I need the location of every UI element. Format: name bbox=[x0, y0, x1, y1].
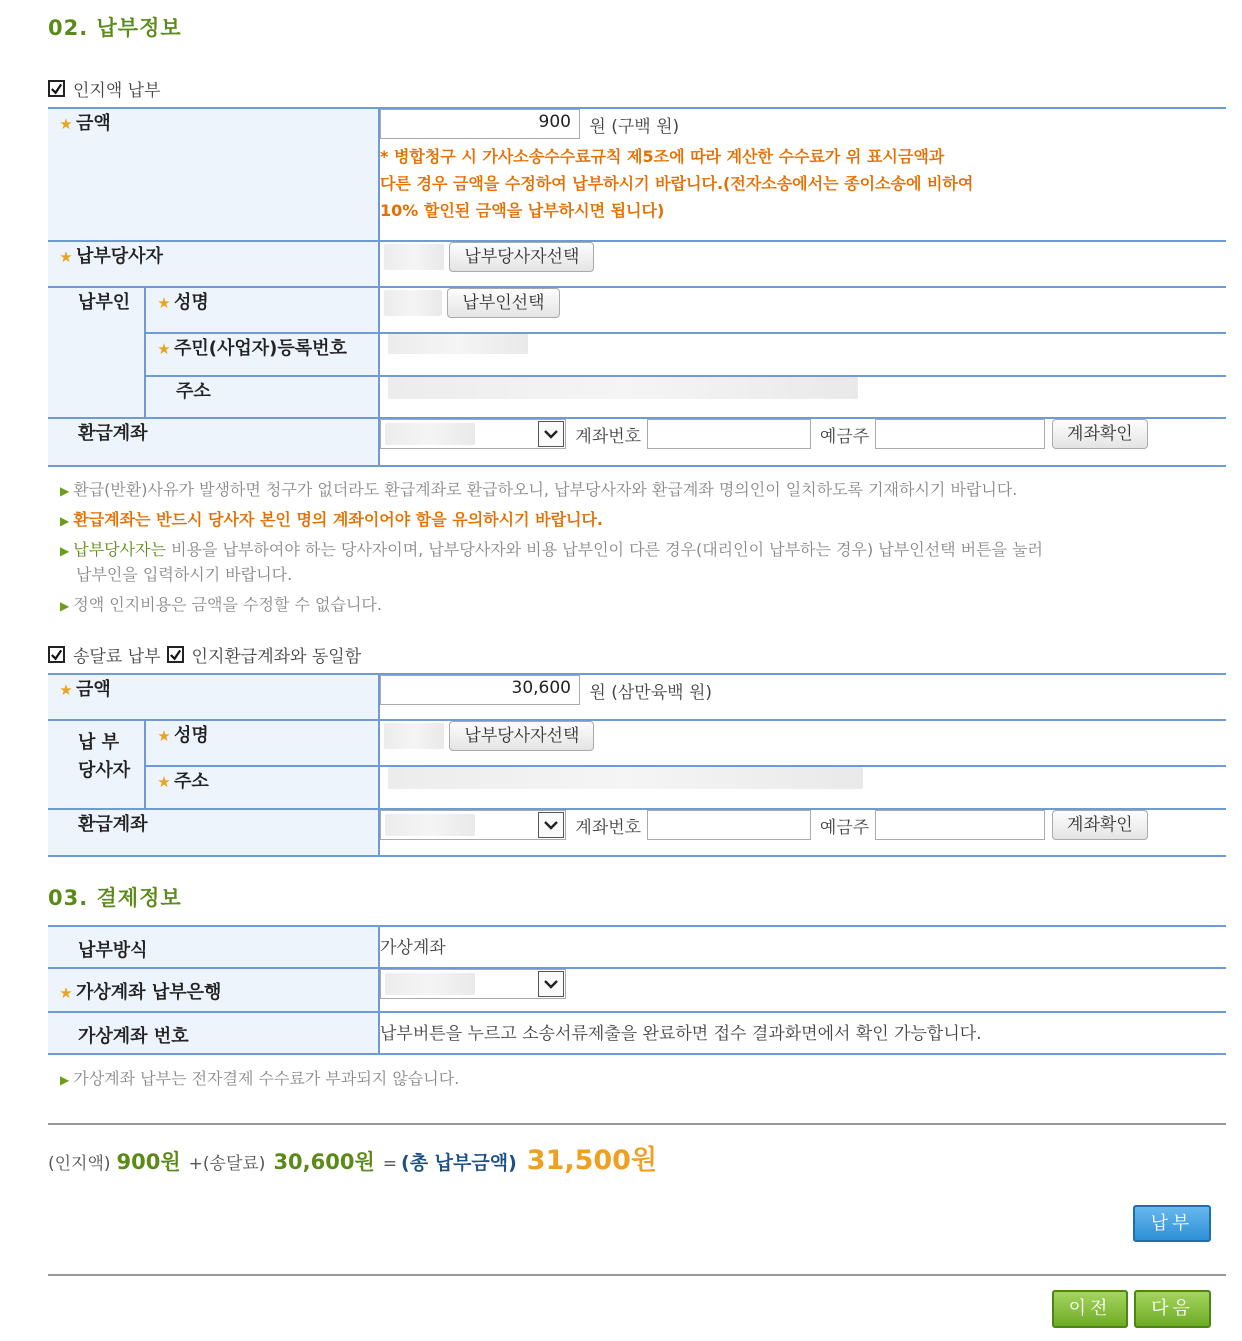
postage-name-label-cell bbox=[145, 720, 379, 766]
stamp-note bbox=[380, 143, 1226, 224]
stamp-regno-redacted bbox=[388, 334, 528, 354]
stamp-payer-label: 납부인 bbox=[78, 292, 131, 313]
stamp-amount-input[interactable]: 900 bbox=[380, 109, 580, 139]
virtual-account-value: 납부버튼을 누르고 소송서류제출을 완료하면 접수 결과화면에서 확인 가능합니다. bbox=[379, 1012, 1226, 1054]
section-title-payment-info: 02. 납부정보 bbox=[48, 16, 182, 40]
postage-depositor-label: 예금주 bbox=[819, 817, 870, 838]
summary-postage-label: (송달료) bbox=[202, 1154, 266, 1174]
stamp-amount-label-cell bbox=[48, 108, 379, 241]
bullet-arrow-icon: ▶ bbox=[60, 599, 70, 613]
postage-depositor-input[interactable] bbox=[875, 810, 1045, 840]
stamp-payer-label-cell bbox=[48, 287, 145, 418]
summary-stamp-label: (인지액) bbox=[48, 1154, 111, 1174]
stamp-regno-row bbox=[48, 333, 1226, 376]
virtual-account-label-cell bbox=[48, 1012, 379, 1054]
postage-amount-row bbox=[48, 674, 1226, 720]
stamp-amount-unit: 원 (구백 원) bbox=[589, 116, 680, 137]
stamp-address-label: 주소 bbox=[176, 381, 211, 402]
stamp-note-line-1: * 병합청구 시 가사소송수수료규칙 제5조에 따라 계산한 수수료가 위 표시금액과 bbox=[380, 147, 945, 166]
stamp-refund-row bbox=[48, 418, 1226, 466]
postage-party-select-button[interactable]: 납부당사자선택 bbox=[449, 721, 594, 751]
stamp-regno-label: 주민(사업자)등록번호 bbox=[174, 338, 347, 359]
postage-address-value-cell bbox=[379, 766, 1226, 809]
virtual-bank-label: 가상계좌 납부은행 bbox=[76, 982, 222, 1003]
stamp-account-confirm-button[interactable]: 계좌확인 bbox=[1052, 419, 1148, 449]
required-star-icon: ★ bbox=[157, 773, 171, 791]
postage-account-no-label: 계좌번호 bbox=[575, 817, 642, 838]
stamp-address-value-cell bbox=[379, 376, 1226, 418]
stamp-address-redacted bbox=[388, 377, 858, 399]
bullet-arrow-icon: ▶ bbox=[60, 514, 70, 528]
stamp-party-name-redacted bbox=[384, 244, 444, 270]
payment-method-row bbox=[48, 926, 1226, 968]
stamp-account-no-label: 계좌번호 bbox=[575, 426, 642, 447]
postage-party-name-row bbox=[48, 720, 1226, 766]
postage-refund-label-cell bbox=[48, 809, 379, 856]
stamp-address-row bbox=[48, 376, 1226, 418]
bullet-arrow-icon: ▶ bbox=[60, 544, 70, 558]
bullet-arrow-icon: ▶ bbox=[60, 1073, 70, 1087]
virtual-bank-label-cell bbox=[48, 968, 379, 1012]
postage-payment-checkbox[interactable] bbox=[48, 646, 65, 663]
postage-payment-label: 송달료 납부 bbox=[73, 647, 161, 667]
stamp-regno-label-cell bbox=[145, 333, 379, 376]
refund-notice-1-text: 환급(반환)사유가 발생하면 청구가 없더라도 환급계좌로 환급하오니, 납부당사자와 환급계좌 명의인이 일치하도록 기재하시기 바랍니다. bbox=[73, 480, 1018, 499]
payment-method-label: 납부방식 bbox=[78, 940, 148, 961]
virtual-bank-value-cell bbox=[379, 968, 1226, 1012]
required-star-icon: ★ bbox=[157, 340, 171, 358]
summary-total-label: (총 납부금액) bbox=[401, 1152, 517, 1174]
refund-notice-3-highlight: 납부당사자는 bbox=[73, 540, 166, 559]
postage-address-label-cell bbox=[145, 766, 379, 809]
chevron-down-icon[interactable] bbox=[538, 421, 564, 447]
required-star-icon: ★ bbox=[157, 727, 171, 745]
virtual-account-label: 가상계좌 번호 bbox=[78, 1026, 189, 1047]
summary-total-amount: 31,500원 bbox=[526, 1145, 658, 1176]
stamp-bank-redacted bbox=[385, 423, 475, 445]
required-star-icon: ★ bbox=[59, 248, 73, 266]
chevron-down-icon[interactable] bbox=[538, 971, 564, 997]
required-star-icon: ★ bbox=[59, 115, 73, 133]
postage-refund-label: 환급계좌 bbox=[78, 814, 148, 835]
postage-refund-value-cell bbox=[379, 809, 1226, 856]
postage-address-label: 주소 bbox=[174, 771, 209, 792]
stamp-amount-row bbox=[48, 108, 1226, 241]
stamp-depositor-label: 예금주 bbox=[819, 426, 870, 447]
stamp-payer-name-row bbox=[48, 287, 1226, 333]
postage-amount-input[interactable]: 30,600 bbox=[380, 675, 580, 705]
postage-name-redacted bbox=[384, 723, 444, 749]
stamp-payment-label: 인지액 납부 bbox=[73, 81, 161, 101]
refund-notice-2 bbox=[60, 508, 1220, 533]
postage-amount-value-cell bbox=[379, 674, 1226, 720]
refund-notice-2-text: 환급계좌는 반드시 당사자 본인 명의 계좌이어야 함을 유의하시기 바랍니다. bbox=[73, 510, 604, 529]
payment-method-value: 가상계좌 bbox=[379, 926, 1226, 968]
stamp-payer-name-redacted bbox=[384, 290, 442, 316]
stamp-amount-label: 금액 bbox=[76, 113, 111, 134]
virtual-bank-row bbox=[48, 968, 1226, 1012]
stamp-address-label-cell bbox=[145, 376, 379, 418]
stamp-note-line-3: 10% 할인된 금액을 납부하시면 됩니다) bbox=[380, 201, 665, 220]
postage-party-label-line-1: 납 부 bbox=[78, 732, 120, 753]
postage-amount-label: 금액 bbox=[76, 679, 111, 700]
refund-notice-3-text: 비용을 납부하여야 하는 당사자이며, 납부당사자와 비용 납부인이 다른 경우(대리인이 납부하는 경우) 납부인선택 버튼을 눌러 bbox=[165, 540, 1044, 559]
summary-stamp-amount: 900원 bbox=[116, 1150, 181, 1174]
stamp-party-label: 납부당사자 bbox=[76, 246, 163, 267]
virtual-bank-select[interactable] bbox=[380, 969, 566, 999]
stamp-payment-table bbox=[48, 107, 1226, 467]
summary-plus: + bbox=[188, 1154, 203, 1174]
chevron-down-icon[interactable] bbox=[538, 812, 564, 838]
postage-address-redacted bbox=[388, 767, 863, 789]
stamp-party-value-cell bbox=[379, 241, 1226, 287]
postage-checkbox-row bbox=[48, 642, 361, 667]
stamp-party-row bbox=[48, 241, 1226, 287]
stamp-party-select-button[interactable]: 납부당사자선택 bbox=[449, 242, 594, 272]
virtual-account-notice-text: 가상계좌 납부는 전자결제 수수료가 부과되지 않습니다. bbox=[73, 1069, 460, 1088]
postage-party-label-line-2: 당사자 bbox=[78, 760, 131, 781]
refund-notice-4 bbox=[60, 593, 1220, 618]
stamp-refund-label: 환급계좌 bbox=[78, 423, 148, 444]
postage-payment-table bbox=[48, 673, 1226, 857]
virtual-account-notice bbox=[60, 1067, 1220, 1092]
pay-button[interactable]: 납부 bbox=[1133, 1205, 1211, 1242]
required-star-icon: ★ bbox=[59, 984, 73, 1002]
postage-refund-row bbox=[48, 809, 1226, 856]
postage-amount-label-cell bbox=[48, 674, 379, 720]
postage-name-value-cell bbox=[379, 720, 1226, 766]
summary-equals: = bbox=[382, 1154, 398, 1174]
virtual-bank-redacted bbox=[385, 973, 475, 995]
stamp-depositor-input[interactable] bbox=[875, 419, 1045, 449]
postage-bank-select[interactable] bbox=[380, 810, 566, 840]
postage-account-confirm-button[interactable]: 계좌확인 bbox=[1052, 810, 1148, 840]
required-star-icon: ★ bbox=[157, 294, 171, 312]
stamp-amount-value-cell bbox=[379, 108, 1226, 241]
settlement-table bbox=[48, 925, 1226, 1055]
postage-amount-unit: 원 (삼만육백 원) bbox=[589, 682, 713, 703]
divider bbox=[48, 1274, 1226, 1276]
refund-notice-4-text: 정액 인지비용은 금액을 수정할 수 없습니다. bbox=[73, 595, 382, 614]
stamp-refund-value-cell bbox=[379, 418, 1226, 466]
stamp-payment-checkbox-row[interactable] bbox=[48, 76, 161, 101]
payment-summary bbox=[48, 1138, 657, 1177]
same-account-checkbox[interactable] bbox=[167, 646, 184, 663]
refund-notice-1 bbox=[60, 478, 1220, 503]
stamp-payer-name-label-cell bbox=[145, 287, 379, 333]
refund-notice-3-line2: 납부인을 입력하시기 바랍니다. bbox=[76, 565, 293, 584]
same-account-label: 인지환급계좌와 동일함 bbox=[191, 647, 362, 667]
stamp-payment-checkbox[interactable] bbox=[48, 80, 65, 97]
stamp-refund-label-cell bbox=[48, 418, 379, 466]
postage-party-label-cell bbox=[48, 720, 145, 809]
postage-bank-redacted bbox=[385, 814, 475, 836]
payment-method-label-cell bbox=[48, 926, 379, 968]
virtual-account-row bbox=[48, 1012, 1226, 1054]
section-title-settlement-info: 03. 결제정보 bbox=[48, 886, 182, 910]
stamp-regno-value-cell bbox=[379, 333, 1226, 376]
postage-address-row bbox=[48, 766, 1226, 809]
stamp-note-line-2: 다른 경우 금액을 수정하여 납부하시기 바랍니다.(전자소송에서는 종이소송에 비하여 bbox=[380, 174, 974, 193]
stamp-bank-select[interactable] bbox=[380, 419, 566, 449]
summary-postage-amount: 30,600원 bbox=[273, 1150, 375, 1174]
required-star-icon: ★ bbox=[59, 681, 73, 699]
postage-name-label: 성명 bbox=[174, 725, 209, 746]
bullet-arrow-icon: ▶ bbox=[60, 484, 70, 498]
stamp-party-label-cell bbox=[48, 241, 379, 287]
prev-button[interactable]: 이전 bbox=[1052, 1290, 1128, 1328]
refund-notice-3 bbox=[60, 538, 1220, 587]
stamp-account-no-input[interactable] bbox=[647, 419, 811, 449]
divider bbox=[48, 1123, 1226, 1125]
stamp-payer-name-value-cell bbox=[379, 287, 1226, 333]
next-button[interactable]: 다음 bbox=[1134, 1290, 1211, 1328]
postage-account-no-input[interactable] bbox=[647, 810, 811, 840]
stamp-payer-select-button[interactable]: 납부인선택 bbox=[447, 288, 559, 318]
stamp-payer-name-label: 성명 bbox=[174, 292, 209, 313]
